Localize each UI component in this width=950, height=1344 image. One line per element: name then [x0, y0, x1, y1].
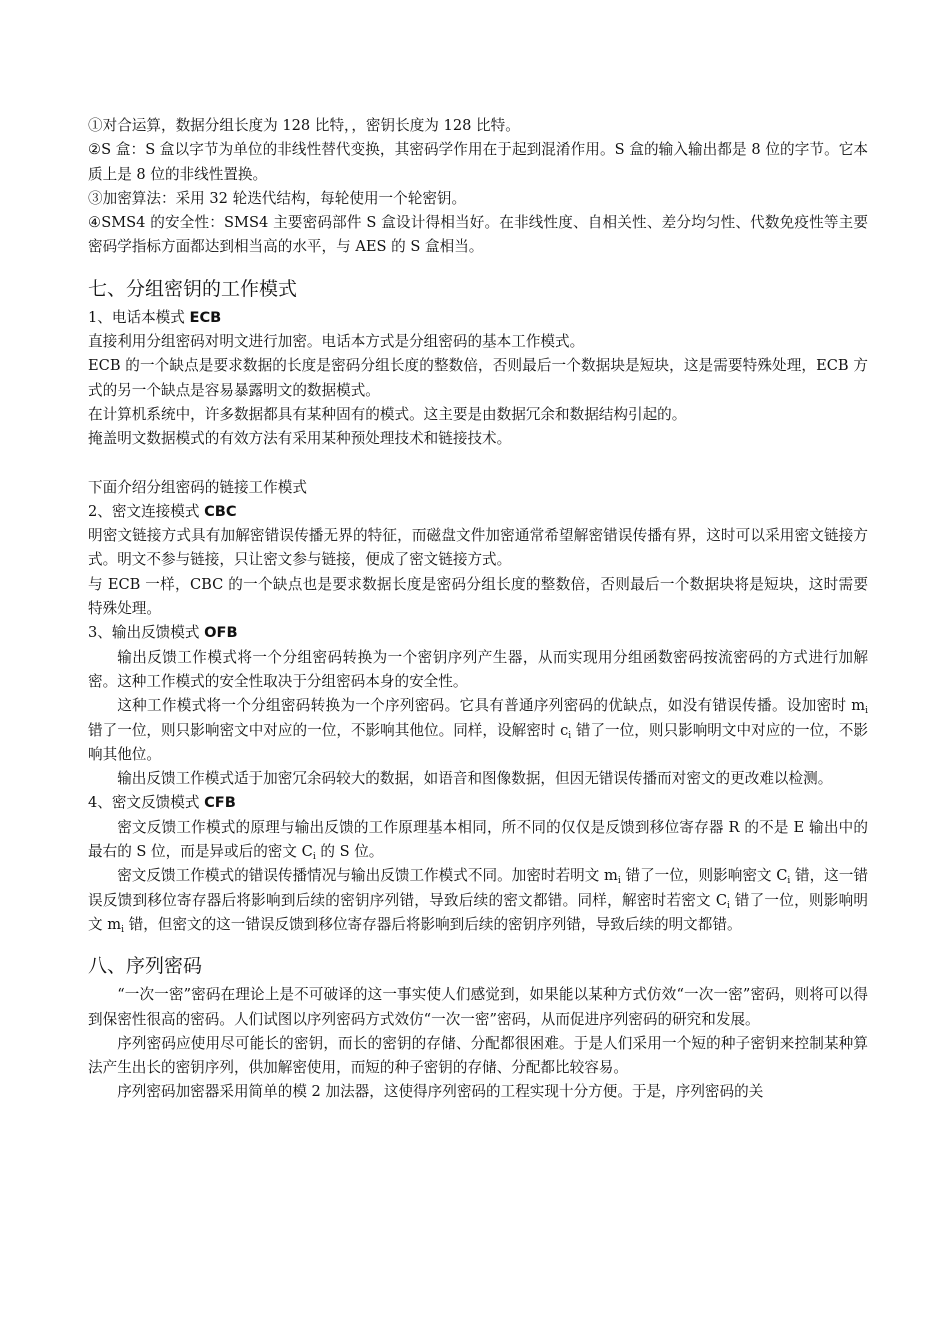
cfb-p2-part-e: 错，但密文的这一错误反馈到移位寄存器后将影响到后续的密钥序列错，导致后续的明文都错。	[123, 915, 742, 933]
ecb-heading	[88, 306, 868, 330]
cfb-p2-part-a: 密文反馈工作模式的错误传播情况与输出反馈工作模式不同。加密时若明文 m	[117, 867, 618, 885]
subscript-i: i	[865, 706, 868, 717]
subscript-i: i	[121, 924, 124, 935]
section-7-title: 七、分组密钥的工作模式	[88, 277, 298, 300]
cfb-heading	[88, 791, 868, 815]
cbc-paragraph-1: 明密文链接方式具有加解密错误传播无界的特征，而磁盘文件加密通常希望解密错误传播有界，这时可以采用密文链接方式。明文不参与链接，只让密文参与链接，便成了密文链接方式。	[88, 527, 868, 569]
sms4-item-4: ④SMS4 的安全性：SMS4 主要密码部件 S 盒设计得相当好。在非线性度、自相关性、差分均匀性、代数免疫性等主要密码学指标方面都达到相当高的水平，与 AES 的 S 盒相当。	[88, 214, 868, 256]
ofb-heading-number: 3、输出反馈模式	[88, 624, 205, 642]
cfb-p2-part-c: 错，这一错误反馈到移位寄存器后将影响到后续的密钥序列错，导致后续的密文都错。同样，解密时若密文 C	[88, 867, 868, 909]
ofb-heading	[88, 621, 868, 645]
ofb-p2-part-b: 错了一位，则只影响密文中对应的一位，不影响其他位。同样，设解密时 c	[88, 721, 569, 739]
cbc-heading-number: 2、密文连接模式	[88, 502, 205, 520]
ofb-p2-part-c: 错了一位，则只影响明文中对应的一位，不影响其他位。	[88, 721, 868, 763]
ecb-heading-number: 1、电话本模式	[88, 308, 190, 326]
sms4-item-3: ③加密算法：采用 32 轮迭代结构，每轮使用一个轮密钥。	[88, 189, 467, 207]
sms4-item-1: ①对合运算，数据分组长度为 128 比特，，密钥长度为 128 比特。	[88, 117, 520, 134]
cfb-p2-part-d: 错了一位，则影响明文 m	[88, 891, 869, 933]
ofb-paragraph-1: 输出反馈工作模式将一个分组密码转换为一个密钥序列产生器，从而实现用分组函数密码按流密码的方式进行加解密。这种工作模式的安全性取决于分组密码本身的安全性。	[88, 648, 868, 690]
ofb-p2-part-a: 这种工作模式将一个分组密码转换为一个序列密码。它具有普通序列密码的优缺点，如没有错误传播。设加密时 m	[117, 697, 866, 715]
ecb-paragraph-1: 直接利用分组密码对明文进行加密。电话本方式是分组密码的基本工作模式。	[88, 333, 585, 351]
cbc-heading	[88, 500, 868, 524]
document-page	[88, 114, 868, 1105]
subscript-i: i	[568, 730, 572, 741]
ecb-paragraph-4: 掩盖明文数据模式的有效方法有采用某种预处理技术和链接技术。	[88, 430, 512, 448]
cbc-paragraph-2: 与 ECB 一样，CBC 的一个缺点也是要求数据长度是密码分组长度的整数倍，否则最后一个数据块将是短块，这时需要特殊处理。	[88, 575, 868, 618]
ofb-heading-code: OFB	[204, 624, 238, 642]
cfb-p1-part-b: 的 S 位。	[315, 843, 384, 861]
subscript-i: i	[787, 876, 791, 887]
spacer	[88, 452, 868, 476]
cbc-heading-code: CBC	[204, 502, 237, 520]
section-8-title: 八、序列密码	[88, 955, 203, 978]
subscript-i: i	[312, 852, 316, 863]
cfb-heading-code: CFB	[204, 794, 236, 812]
cfb-p2-part-b: 错了一位，则影响密文 C	[620, 867, 788, 885]
cfb-p1-part-a: 密文反馈工作模式的原理与输出反馈的工作原理基本相同，所不同的仅仅是反馈到移位寄存器 R 的不是 E 输出中的最右的 S 位，而是异或后的密文 C	[88, 818, 868, 861]
subscript-i: i	[617, 876, 621, 887]
ofb-paragraph-2	[88, 694, 868, 767]
cfb-heading-number: 4、密文反馈模式	[88, 794, 205, 812]
chaining-intro: 下面介绍分组密码的链接工作模式	[88, 478, 307, 496]
ecb-heading-code: ECB	[189, 308, 222, 326]
subscript-i: i	[726, 900, 730, 911]
stream-paragraph-1: “一次一密”密码在理论上是不可破译的这一事实使人们感觉到，如果能以某种方式仿效“一次一密”密码，则将可以得到保密性很高的密码。人们试图以序列密码方式效仿“一次一密”密码，从而促进序列密码的研究和发展。	[88, 986, 868, 1028]
ofb-paragraph-3: 输出反馈工作模式适于加密冗余码较大的数据，如语音和图像数据，但因无错误传播而对密文的更改难以检测。	[117, 770, 833, 788]
stream-paragraph-2: 序列密码应使用尽可能长的密钥，而长的密钥的存储、分配都很困难。于是人们采用一个短的种子密钥来控制某种算法产生出长的密钥序列，供加解密使用，而短的种子密钥的存储、分配都比较容易。	[88, 1034, 868, 1077]
sms4-item-2: ②S 盒：S 盒以字节为单位的非线性替代变换，其密码学作用在于起到混淆作用。S 盒的输入输出都是 8 位的字节。它本质上是 8 位的非线性置换。	[88, 141, 868, 183]
cfb-paragraph-2	[88, 864, 868, 937]
stream-paragraph-3: 序列密码加密器采用简单的模 2 加法器，这使得序列密码的工程实现十分方便。于是，序列密码的关	[117, 1083, 764, 1101]
cfb-paragraph-1	[88, 816, 868, 865]
ecb-paragraph-2: ECB 的一个缺点是要求数据的长度是密码分组长度的整数倍，否则最后一个数据块是短块，这是需要特殊处理，ECB 方式的另一个缺点是容易暴露明文的数据模式。	[88, 357, 868, 399]
ecb-paragraph-3: 在计算机系统中，许多数据都具有某种固有的模式。这主要是由数据冗余和数据结构引起的。	[88, 405, 687, 423]
